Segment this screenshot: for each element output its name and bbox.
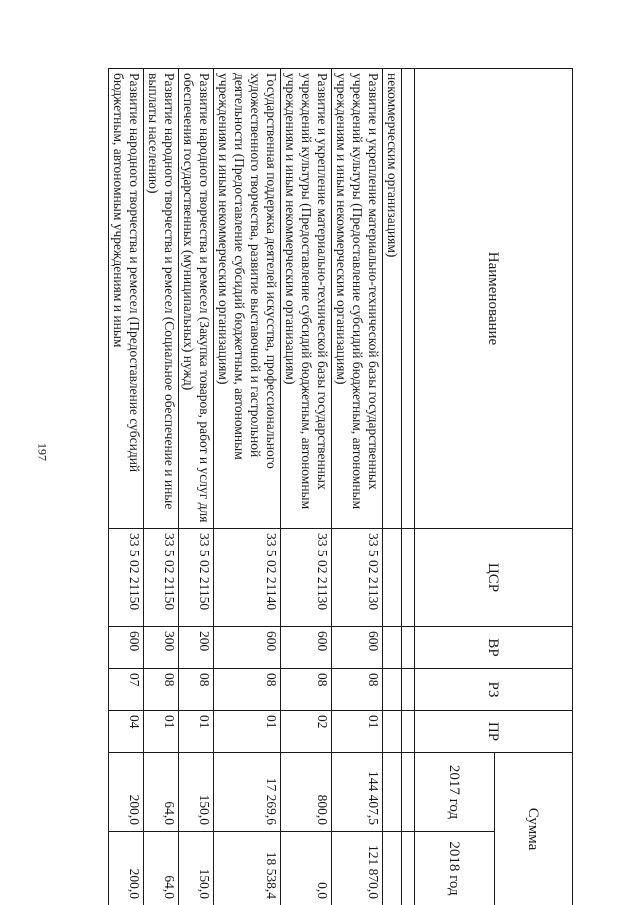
cell-vr: 600 [109, 627, 144, 669]
cell-rz: 08 [281, 669, 332, 711]
budget-table [108, 68, 573, 905]
cell-2017: 144 407,5 [332, 753, 383, 832]
cell-rz [383, 669, 402, 711]
cell-name: Развитие народного творчества и ремесел (Закупка товаров, работ и услуг для обеспечения государственных (муниципальных) нужд) [179, 69, 214, 529]
cell-rz: 07 [109, 669, 144, 711]
cell-2018: 18 538,4 [214, 832, 281, 905]
cell-pr [383, 711, 402, 753]
table-row [281, 69, 332, 905]
spacer-cell [402, 529, 415, 627]
cell-name: Развитие и укрепление материально-технической базы государственных учреждений культуры (Предоставление субсидий бюджетным, автономным учреждениям и иным некоммерческим организациям) [281, 69, 332, 529]
header-2018: 2018 год [415, 832, 495, 905]
cell-2018: 150,0 [179, 832, 214, 905]
cell-pr: 01 [214, 711, 281, 753]
cell-2018 [383, 832, 402, 905]
cell-pr: 02 [281, 711, 332, 753]
header-2017: 2017 год [415, 753, 495, 832]
cell-rz: 08 [179, 669, 214, 711]
page-number: 197 [35, 443, 50, 461]
table-row [179, 69, 214, 905]
table-row [383, 69, 402, 905]
cell-2017: 64,0 [144, 753, 179, 832]
cell-vr: 600 [332, 627, 383, 669]
cell-csr: 33 5 02 21150 [179, 529, 214, 627]
cell-rz: 08 [144, 669, 179, 711]
cell-vr: 200 [179, 627, 214, 669]
table-row [214, 69, 281, 905]
cell-vr: 600 [214, 627, 281, 669]
cell-name: Развитие народного творчества и ремесел (Предоставление субсидий бюджетным, автономным учреждениям и иным [109, 69, 144, 529]
cell-vr: 600 [281, 627, 332, 669]
table-row [144, 69, 179, 905]
spacer-cell [402, 753, 415, 832]
cell-name: некоммерческим организациям) [383, 69, 402, 529]
cell-vr [383, 627, 402, 669]
cell-csr: 33 5 02 21140 [214, 529, 281, 627]
cell-csr: 33 5 02 21130 [332, 529, 383, 627]
cell-2017: 800,0 [281, 753, 332, 832]
header-csr: ЦСР [415, 529, 573, 627]
header-vr: ВР [415, 627, 573, 669]
cell-pr: 01 [332, 711, 383, 753]
cell-pr: 01 [179, 711, 214, 753]
cell-pr: 01 [144, 711, 179, 753]
spacer-cell [402, 627, 415, 669]
cell-2018: 121 870,0 [332, 832, 383, 905]
cell-2017: 200,0 [109, 753, 144, 832]
cell-2017: 17 269,6 [214, 753, 281, 832]
cell-csr: 33 5 02 21150 [144, 529, 179, 627]
cell-pr: 04 [109, 711, 144, 753]
cell-csr: 33 5 02 21130 [281, 529, 332, 627]
header-sum: Сумма [495, 753, 573, 905]
cell-name: Развитие и укрепление материально-технической базы государственных учреждений культуры (Предоставление субсидий бюджетным, автономным учреждениям и иным некоммерческим организациям) [332, 69, 383, 529]
spacer-cell [402, 711, 415, 753]
cell-name: Развитие народного творчества и ремесел (Социальное обеспечение и иные выплаты населению) [144, 69, 179, 529]
table-row [332, 69, 383, 905]
cell-2018: 64,0 [144, 832, 179, 905]
spacer-cell [402, 832, 415, 905]
budget-table-container [65, 68, 573, 905]
cell-csr [383, 529, 402, 627]
cell-vr: 300 [144, 627, 179, 669]
cell-2017: 150,0 [179, 753, 214, 832]
spacer-cell [402, 669, 415, 711]
cell-2017 [383, 753, 402, 832]
rotated-page [65, 68, 640, 905]
cell-2018: 0,0 [281, 832, 332, 905]
header-name: Наименование [415, 69, 573, 529]
header-pr: ПР [415, 711, 573, 753]
cell-csr: 33 5 02 21150 [109, 529, 144, 627]
cell-rz: 08 [214, 669, 281, 711]
cell-2018: 200,0 [109, 832, 144, 905]
cell-rz: 08 [332, 669, 383, 711]
header-rz: РЗ [415, 669, 573, 711]
cell-name: Государственная поддержка деятелей искусства, профессионального художественного творчества, развитие выставочной и гастрольной деятельности (Предоставление субсидий бюджетным, автономным учреждениям и иным некоммерческим организациям) [214, 69, 281, 529]
spacer-cell [402, 69, 415, 529]
table-row [109, 69, 144, 905]
